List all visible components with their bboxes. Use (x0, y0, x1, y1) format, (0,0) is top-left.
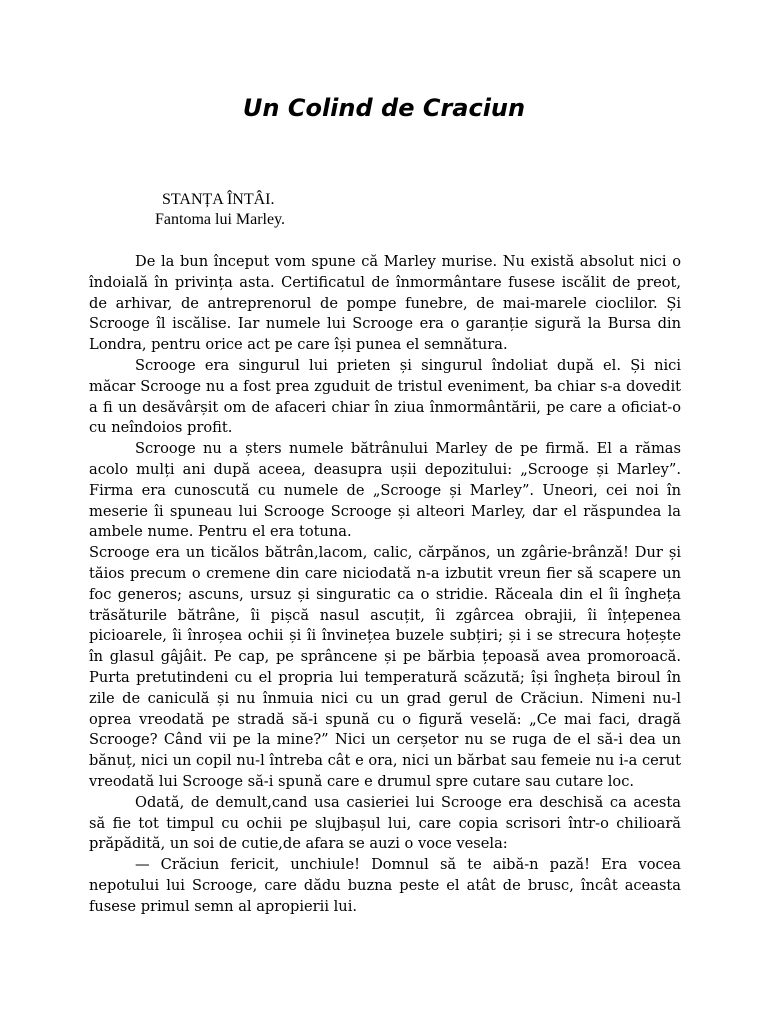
paragraph: Odată, de demult,cand usa casieriei lui Scrooge era deschisă ca acesta să fie tot timpul cu ochii pe slujbașul lui, care copia scrisori într-o chilioară prăpădită, un soi de cutie,de afara se auzi o voce vesela: (89, 793, 681, 853)
paragraph: — Crăciun fericit, unchiule! Domnul să te aibă-n pază! Era vocea nepotului lui Scrooge, care dădu buzna peste el atât de brusc, încât aceasta fusese primul semn al apropierii lui. (89, 856, 681, 915)
body-text (89, 252, 681, 918)
chapter-subtitle: Fantoma lui Marley. (155, 211, 286, 228)
paragraph: Scrooge era singurul lui prieten și singurul îndoliat după el. Și nici măcar Scrooge nu a fost prea zguduit de tristul eveniment, ba chiar s-a dovedit a fi un desăvârșit om de afaceri chiar în ziua înmormântării, pe care a oficiat-o cu neîndoios profit. (89, 356, 681, 437)
chapter-heading: STANȚA ÎNTÂI. (162, 191, 275, 208)
paragraph: Scrooge era un ticălos bătrân,lacom, calic, cărpănos, un zgârie-brânză! Dur și tăios precum o cremene din care niciodată n-a izbutit vreun fier să scapere un foc generos; ascuns, ursuz și singuratic ca o stridie. Răceala din el îi îngheța trăsăturile bătrâne, îi pișcă nasul ascuțit, îi zgârcea obrajii, îi înțepenea picioarele, îi înroșea ochii și îi învinețea buzele subțiri; și i se strecura hoțește în glasul gâjâit. Pe cap, pe sprâncene și pe bărbia țepoasă avea promoroacă. Purta pretutindeni cu el propria lui temperatură scăzută; își îngheța biroul în zile de caniculă și nu înmuia nici cu un grad gerul de Crăciun. Nimeni nu-l oprea vreodată pe stradă să-i spună cu o figură veselă: „Ce mai faci, dragă Scrooge? Când vii pe la mine?” Nici un cerșetor nu se ruga de el să-i dea un bănuț, nici un copil nu-l întreba cât e ora, nici un bărbat sau femeie nu i-a cerut vreodată lui Scrooge să-i spună care e drumul spre cutare sau cutare loc. (89, 544, 681, 790)
document-title: Un Colind de Craciun (242, 94, 526, 122)
paragraph: De la bun început vom spune că Marley murise. Nu există absolut nici o îndoială în privința asta. Certificatul de înmormântare fusese iscălit de preot, de arhivar, de antreprenorul de pompe funebre, de mai-marele cioclilor. Și Scrooge îl iscălise. Iar numele lui Scrooge era o garanție sigură la Bursa din Londra, pentru orice act pe care își punea el semnătura. (89, 253, 681, 354)
paragraph: Scrooge nu a șters numele bătrânului Marley de pe firmă. El a rămas acolo mulți ani după aceea, deasupra ușii depozitului: „Scrooge și Marley”. Firma era cunoscută cu numele de „Scrooge și Marley”. Uneori, cei noi în meserie îi spuneau lui Scrooge Scrooge și alteori Marley, dar el răspundea la ambele nume. Pentru el era totuna. (89, 440, 681, 541)
